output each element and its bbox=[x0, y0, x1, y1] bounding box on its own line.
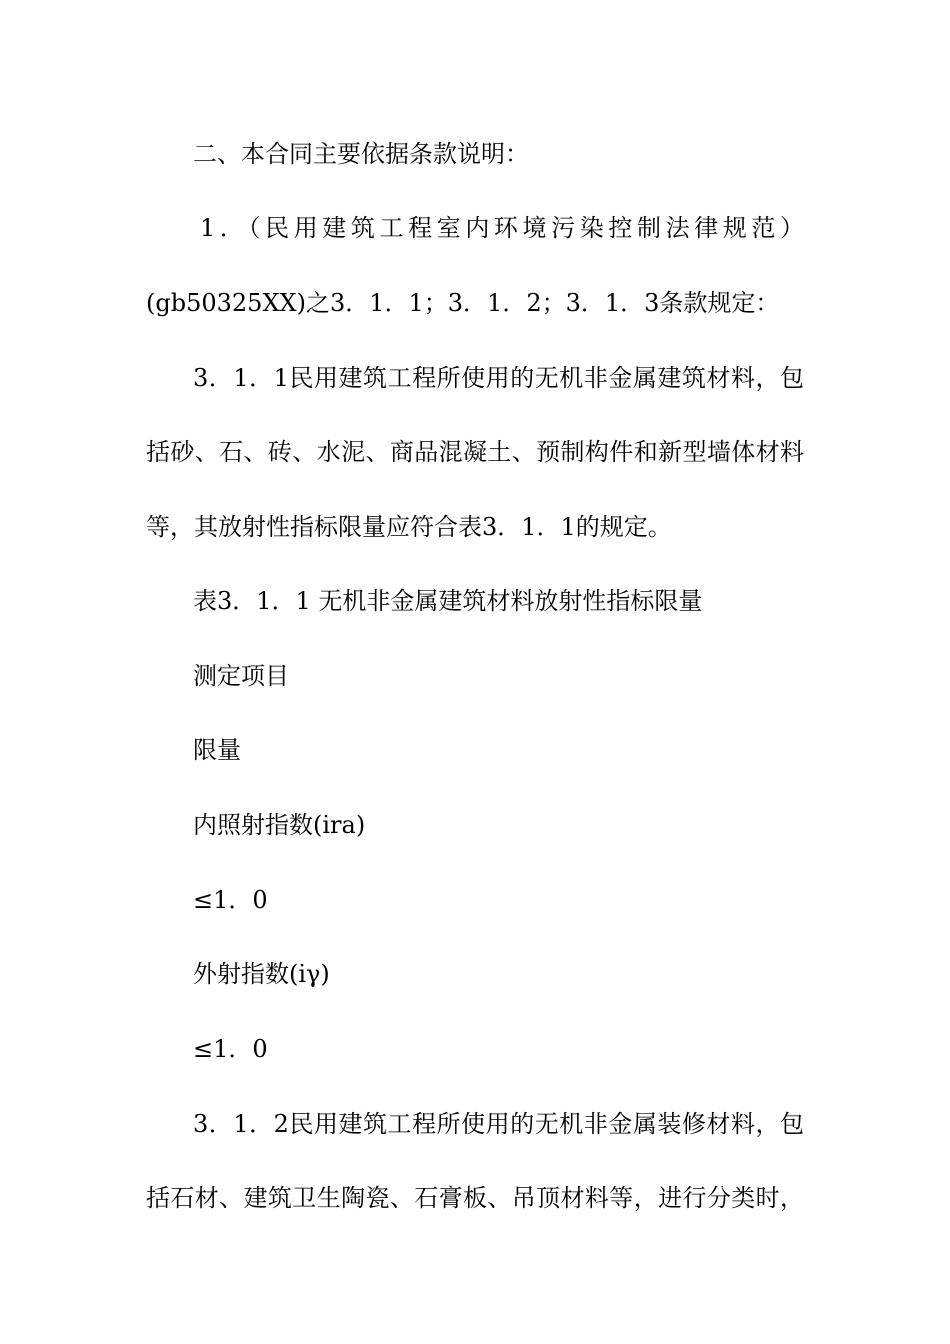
clause-311-line-1: 3．1．1民用建筑工程所使用的无机非金属建筑材料，包 bbox=[193, 364, 804, 392]
section-heading: 二、本合同主要依据条款说明： bbox=[193, 140, 529, 168]
clause-312-line-2: 括石材、建筑卫生陶瓷、石膏板、吊顶材料等，进行分类时， bbox=[146, 1184, 804, 1212]
table-row-external-limit: ≤1．0 bbox=[193, 1035, 268, 1063]
table-row-internal-limit: ≤1．0 bbox=[193, 886, 268, 914]
table-header-limit: 限量 bbox=[193, 736, 241, 764]
clause-1-line-2: (gb50325XX)之3．1．1；3．1．2；3．1．3条款规定： bbox=[146, 289, 780, 317]
table-row-internal-index: 内照射指数(ira) bbox=[193, 811, 366, 839]
table-header-item: 测定项目 bbox=[193, 662, 289, 690]
clause-311-line-3: 等，其放射性指标限量应符合表3．1．1的规定。 bbox=[146, 513, 672, 541]
clause-1-line-1: 1．（民用建筑工程室内环境污染控制法律规范） bbox=[200, 214, 804, 242]
table-caption: 表3．1．1 无机非金属建筑材料放射性指标限量 bbox=[193, 587, 703, 615]
clause-311-line-2: 括砂、石、砖、水泥、商品混凝土、预制构件和新型墙体材料 bbox=[146, 438, 804, 466]
table-row-external-index: 外射指数(iγ) bbox=[193, 960, 330, 988]
clause-312-line-1: 3．1．2民用建筑工程所使用的无机非金属装修材料，包 bbox=[193, 1110, 804, 1138]
